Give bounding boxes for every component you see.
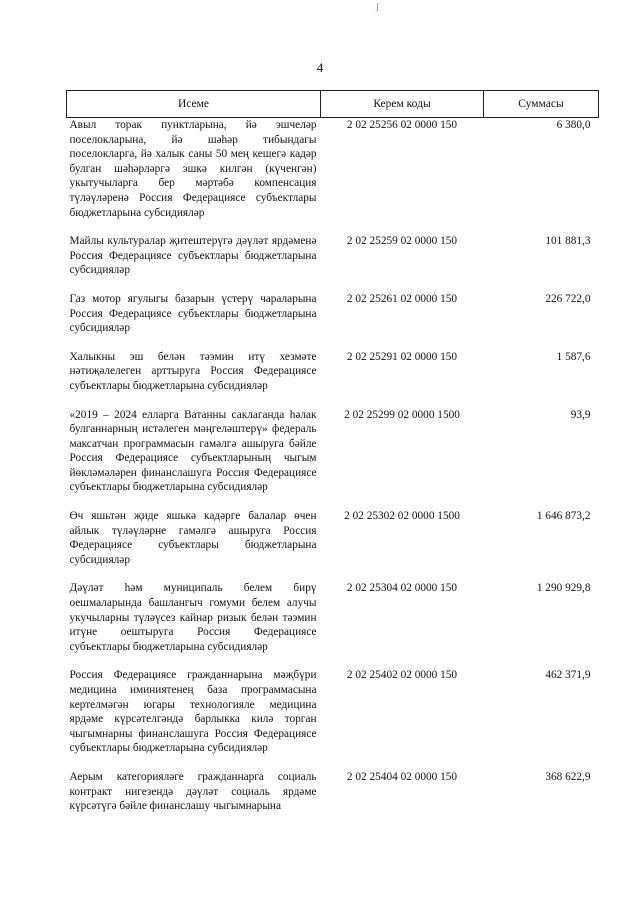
row-name: Өч яшьтән җиде яшькә кадәрге балалар өчен айлык түләүләрне гамәлгә ашыруга Россия Федерациясе субъектлары бюджетларына субсидияләр <box>69 510 317 566</box>
row-sum: 462 371,9 <box>545 669 591 682</box>
scan-mark: ʃ <box>376 2 379 11</box>
row-sum: 368 622,9 <box>545 770 591 783</box>
table-row <box>67 668 599 770</box>
header-name: Исеме <box>67 91 321 118</box>
row-sum: 93,9 <box>570 408 591 421</box>
row-code: 2 02 25259 02 0000 150 <box>346 235 458 248</box>
row-code: 2 02 25404 02 0000 150 <box>346 770 458 783</box>
row-code: 2 02 25304 02 0000 150 <box>346 582 458 595</box>
row-name: Аерым категорияләге гражданнарга социаль контракт нигезендә дәүләт социаль ярдәме күрсәтүгә бәйле финанслашу чыгымнарына <box>69 770 317 813</box>
table-row <box>67 234 599 292</box>
row-name: Газ мотор ягулыгы базарын үстерү чараларына Россия Федерациясе субъектлары бюджетларына субсидияләр <box>69 292 317 335</box>
row-sum: 226 722,0 <box>545 292 591 305</box>
table-row <box>67 770 599 828</box>
table-header-row <box>67 91 599 118</box>
table-row <box>67 408 599 510</box>
row-sum: 6 380,0 <box>556 119 591 131</box>
budget-table <box>66 90 599 828</box>
table-row <box>67 350 599 408</box>
row-sum: 101 881,3 <box>545 235 591 248</box>
header-sum: Суммасы <box>484 91 599 118</box>
row-name: Россия Федерациясе гражданнарына мәҗбүри медицина иминиятенең база программасына кертелмәгән югары технологияле медицина ярдәме күрсәтелгәндә барлыкка килә торган чыгымнарны финанслашуга Россия Федерациясе субъектлары бюджетларына субсидияләр <box>69 669 317 755</box>
table-row <box>67 581 599 668</box>
row-code: 2 02 25302 02 0000 1500 <box>344 510 460 523</box>
table-row <box>67 292 599 350</box>
row-sum: 1 646 873,2 <box>536 510 591 523</box>
row-code: 2 02 25402 02 0000 150 <box>346 669 458 682</box>
row-code: 2 02 25291 02 0000 150 <box>346 350 458 363</box>
header-code: Керем коды <box>321 91 484 118</box>
row-sum: 1 290 929,8 <box>536 582 591 595</box>
row-name: Дәүләт һәм муниципаль белем бирү оешмаларында башлангыч гомуми белем алучы укучыларны түләүсез кайнар ризык белән тәэмин итүне оештыруга Россия Федерациясе субъектлары бюджетларына субсидияләр <box>69 582 317 653</box>
row-name: Майлы культуралар җитештерүгә дәүләт ярдәменә Россия Федерациясе субъектлары бюджетларына субсидияләр <box>69 235 317 277</box>
row-sum: 1 587,6 <box>556 350 591 363</box>
table-row <box>67 118 599 235</box>
row-name: Авыл торак пунктларына, йә эшчеләр поселокларына, йә шәһәр тибындагы поселокларга, йә халык саны 50 мең кешегә кадәр булган шәһәрләргә эшкә килгән (күченгән) укытучыларга бер мәртәбә компенсация түләүләренә Россия Федерациясе субъектлары бюджетларына субсидияләр <box>69 119 317 219</box>
row-code: 2 02 25261 02 0000 150 <box>346 292 458 305</box>
page-number: 4 <box>316 60 324 75</box>
row-code: 2 02 25256 02 0000 150 <box>346 119 458 131</box>
row-name: Халыкны эш белән тәэмин итү хезмәте нәтиҗәлелеген арттыруга Россия Федерациясе субъектлары бюджетларына субсидияләр <box>69 350 317 392</box>
table-row <box>67 509 599 581</box>
row-name: «2019 – 2024 елларга Ватанны саклаганда һәлак булганнарның истәлеген мәңгеләштерү» федераль максатчан программасын гамәлгә ашыруга бәйле Россия Федерациясе субъектларының чыгым йөкләмәләрен финанслашуга Россия Федерациясе субъектлары бюджетларына субсидияләр <box>69 408 317 494</box>
row-code: 2 02 25299 02 0000 1500 <box>344 408 460 421</box>
